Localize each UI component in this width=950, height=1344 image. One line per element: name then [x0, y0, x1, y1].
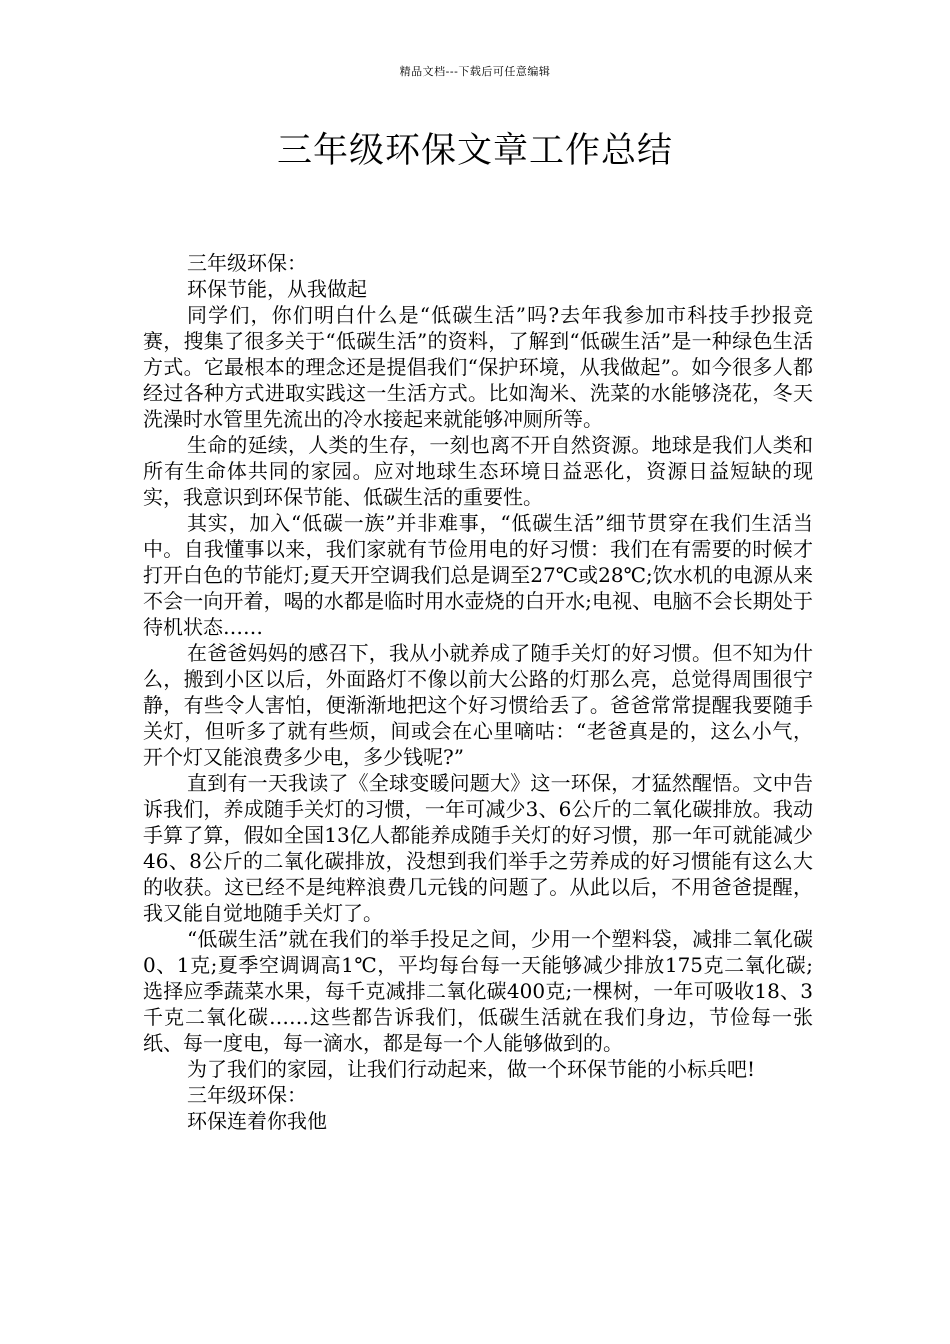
document-title: 三年级环保文章工作总结	[276, 131, 673, 171]
paragraph: 其实，加入“低碳一族”并非难事，“低碳生活”细节贯穿在我们生活当中。自我懂事以来，我们家就有节俭用电的好习惯：我们在有需要的时候才打开白色的节能灯;夏天开空调我们总是调至27℃或28℃;饮水机的电源从来不会一向开着，喝的水都是临时用水壶烧的白开水;电视、电脑不会长期处于待机状态……	[143, 511, 813, 639]
paragraph-heading: 三年级环保：	[187, 1083, 307, 1107]
document-body	[143, 250, 813, 1134]
paragraph-subtitle: 环保连着你我他	[187, 1109, 327, 1133]
paragraph: 在爸爸妈妈的感召下，我从小就养成了随手关灯的好习惯。但不知为什么，搬到小区以后，外面路灯不像以前大公路的灯那么亮，总觉得周围很宁静，有些令人害怕，便渐渐地把这个好习惯给丢了。爸爸常常提醒我要随手关灯，但听多了就有些烦，间或会在心里嘀咕：“老爸真是的，这么小气，开个灯又能浪费多少电，多少钱呢?”	[143, 641, 813, 769]
paragraph: 为了我们的家园，让我们行动起来，做一个环保节能的小标兵吧!	[187, 1057, 756, 1081]
page-header-note: 精品文档---下载后可任意编辑	[399, 65, 551, 78]
paragraph-heading: 三年级环保：	[187, 251, 307, 275]
paragraph: 同学们，你们明白什么是“低碳生活”吗?去年我参加市科技手抄报竞赛，搜集了很多关于“低碳生活”的资料，了解到“低碳生活”是一种绿色生活方式。它最根本的理念还是提倡我们“保护环境，从我做起”。如今很多人都经过各种方式进取实践这一生活方式。比如淘米、洗菜的水能够浇花，冬天洗澡时水管里先流出的冷水接起来就能够冲厕所等。	[143, 303, 813, 431]
paragraph: 直到有一天我读了《全球变暖问题大》这一环保，才猛然醒悟。文中告诉我们，养成随手关灯的习惯，一年可减少3、6公斤的二氧化碳排放。我动手算了算，假如全国13亿人都能养成随手关灯的好习惯，那一年可就能减少46、8公斤的二氧化碳排放，没想到我们举手之劳养成的好习惯能有这么大的收获。这已经不是纯粹浪费几元钱的问题了。从此以后，不用爸爸提醒，我又能自觉地随手关灯了。	[143, 771, 813, 925]
paragraph-subtitle: 环保节能，从我做起	[187, 277, 367, 301]
paragraph: “低碳生活”就在我们的举手投足之间，少用一个塑料袋，减排二氧化碳0、1克;夏季空调调高1℃，平均每台每一天能够减少排放175克二氧化碳;选择应季蔬菜水果，每千克减排二氧化碳400克;一棵树，一年可吸收18、3千克二氧化碳……这些都告诉我们，低碳生活就在我们身边，节俭每一张纸、每一度电，每一滴水，都是每一个人能够做到的。	[143, 927, 813, 1055]
paragraph: 生命的延续，人类的生存，一刻也离不开自然资源。地球是我们人类和所有生命体共同的家园。应对地球生态环境日益恶化，资源日益短缺的现实，我意识到环保节能、低碳生活的重要性。	[143, 433, 813, 509]
